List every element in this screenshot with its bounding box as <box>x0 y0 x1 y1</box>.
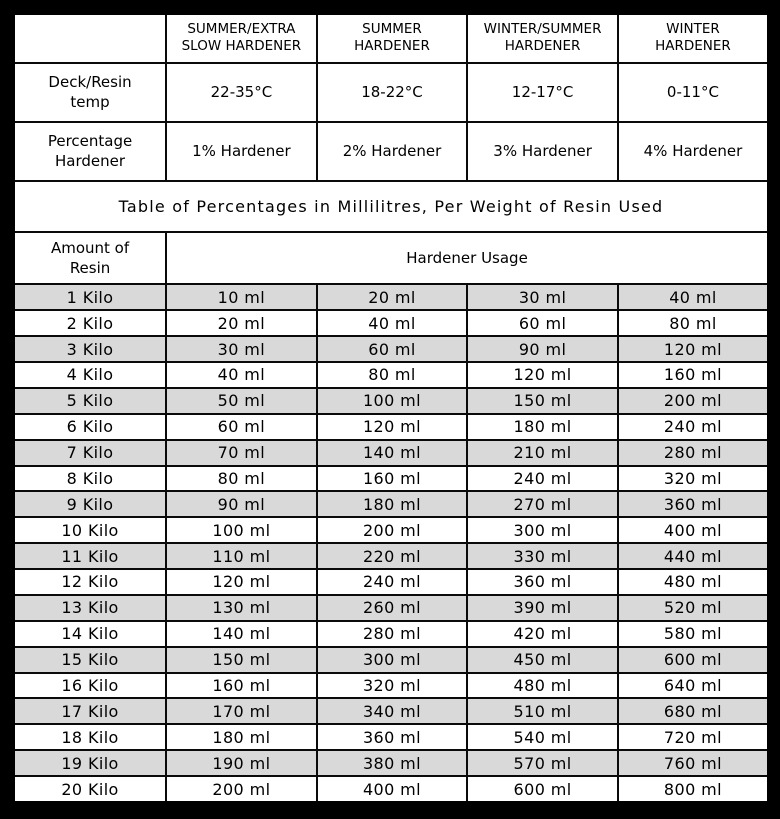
usage-value-cell: 180 ml <box>317 491 468 517</box>
usage-value-cell: 40 ml <box>618 284 769 310</box>
temp-value-cell: 12-17°C <box>467 63 618 122</box>
usage-value-cell: 80 ml <box>618 310 769 336</box>
usage-value-cell: 60 ml <box>166 414 317 440</box>
usage-value-cell: 80 ml <box>317 362 468 388</box>
usage-value-cell: 570 ml <box>467 750 618 776</box>
table-row <box>14 517 769 543</box>
usage-value-cell: 480 ml <box>467 673 618 699</box>
percentage-value-cell: 4% Hardener <box>618 122 769 181</box>
resin-amount-cell: 16 Kilo <box>14 673 167 699</box>
resin-amount-cell: 2 Kilo <box>14 310 167 336</box>
usage-value-cell: 60 ml <box>467 310 618 336</box>
table-row <box>14 569 769 595</box>
usage-value-cell: 180 ml <box>467 414 618 440</box>
resin-amount-cell: 15 Kilo <box>14 647 167 673</box>
usage-value-cell: 400 ml <box>317 776 468 802</box>
label-line: temp <box>70 93 110 112</box>
usage-value-cell: 280 ml <box>317 621 468 647</box>
resin-amount-cell: 6 Kilo <box>14 414 167 440</box>
header-line: WINTER <box>666 20 720 37</box>
usage-value-cell: 30 ml <box>166 336 317 362</box>
usage-value-cell: 200 ml <box>618 388 769 414</box>
percentage-hardener-row <box>14 122 769 181</box>
resin-amount-cell: 19 Kilo <box>14 750 167 776</box>
usage-value-cell: 100 ml <box>317 388 468 414</box>
header-cell-summer <box>317 14 468 63</box>
temp-row-label <box>14 63 167 122</box>
header-cell-summer-extra-slow <box>166 14 317 63</box>
usage-value-cell: 30 ml <box>467 284 618 310</box>
usage-value-cell: 360 ml <box>618 491 769 517</box>
usage-value-cell: 420 ml <box>467 621 618 647</box>
table-row <box>14 698 769 724</box>
usage-value-cell: 520 ml <box>618 595 769 621</box>
usage-value-cell: 340 ml <box>317 698 468 724</box>
usage-value-cell: 160 ml <box>317 466 468 492</box>
usage-value-cell: 120 ml <box>317 414 468 440</box>
header-line: SUMMER/EXTRA <box>187 20 296 37</box>
usage-value-cell: 580 ml <box>618 621 769 647</box>
usage-header-row <box>14 232 769 285</box>
resin-amount-cell: 10 Kilo <box>14 517 167 543</box>
percentage-row-label <box>14 122 167 181</box>
usage-value-cell: 540 ml <box>467 724 618 750</box>
usage-value-cell: 200 ml <box>317 517 468 543</box>
usage-value-cell: 240 ml <box>618 414 769 440</box>
resin-amount-cell: 20 Kilo <box>14 776 167 802</box>
usage-value-cell: 140 ml <box>317 440 468 466</box>
usage-value-cell: 220 ml <box>317 543 468 569</box>
usage-value-cell: 150 ml <box>166 647 317 673</box>
usage-value-cell: 150 ml <box>467 388 618 414</box>
resin-amount-cell: 11 Kilo <box>14 543 167 569</box>
usage-value-cell: 120 ml <box>467 362 618 388</box>
usage-value-cell: 190 ml <box>166 750 317 776</box>
header-cell-winter <box>618 14 769 63</box>
resin-amount-cell: 12 Kilo <box>14 569 167 595</box>
usage-value-cell: 390 ml <box>467 595 618 621</box>
label-line: Amount of <box>50 238 130 257</box>
table-row <box>14 673 769 699</box>
table-row <box>14 466 769 492</box>
usage-value-cell: 160 ml <box>618 362 769 388</box>
usage-value-cell: 200 ml <box>166 776 317 802</box>
table-title: Table of Percentages in Millilitres, Per Weight of Resin Used <box>14 181 769 232</box>
table-row <box>14 621 769 647</box>
usage-value-cell: 400 ml <box>618 517 769 543</box>
table-row <box>14 595 769 621</box>
usage-value-cell: 120 ml <box>166 569 317 595</box>
usage-value-cell: 140 ml <box>166 621 317 647</box>
usage-value-cell: 180 ml <box>166 724 317 750</box>
usage-value-cell: 380 ml <box>317 750 468 776</box>
usage-value-cell: 10 ml <box>166 284 317 310</box>
table-row <box>14 543 769 569</box>
hardener-percentage-table <box>12 12 770 804</box>
usage-value-cell: 320 ml <box>317 673 468 699</box>
table-row <box>14 440 769 466</box>
usage-value-cell: 280 ml <box>618 440 769 466</box>
table-row <box>14 414 769 440</box>
usage-value-cell: 120 ml <box>618 336 769 362</box>
temp-value-cell: 18-22°C <box>317 63 468 122</box>
usage-value-cell: 60 ml <box>317 336 468 362</box>
table-top-section <box>14 14 769 285</box>
resin-amount-cell: 13 Kilo <box>14 595 167 621</box>
table-row <box>14 491 769 517</box>
usage-value-cell: 40 ml <box>166 362 317 388</box>
resin-amount-cell: 5 Kilo <box>14 388 167 414</box>
resin-amount-cell: 9 Kilo <box>14 491 167 517</box>
header-line: HARDENER <box>504 38 581 55</box>
usage-value-cell: 360 ml <box>467 569 618 595</box>
usage-value-cell: 240 ml <box>467 466 618 492</box>
table-row <box>14 776 769 802</box>
header-line: HARDENER <box>655 38 731 55</box>
usage-value-cell: 170 ml <box>166 698 317 724</box>
resin-amount-cell: 1 Kilo <box>14 284 167 310</box>
usage-value-cell: 130 ml <box>166 595 317 621</box>
usage-value-cell: 360 ml <box>317 724 468 750</box>
usage-data-section <box>14 284 769 802</box>
usage-value-cell: 270 ml <box>467 491 618 517</box>
temp-value-cell: 0-11°C <box>618 63 769 122</box>
usage-value-cell: 50 ml <box>166 388 317 414</box>
usage-value-cell: 680 ml <box>618 698 769 724</box>
usage-value-cell: 160 ml <box>166 673 317 699</box>
usage-value-cell: 300 ml <box>317 647 468 673</box>
usage-value-cell: 70 ml <box>166 440 317 466</box>
table-row <box>14 362 769 388</box>
label-line: Resin <box>69 258 111 277</box>
amount-of-resin-label <box>14 232 167 285</box>
usage-value-cell: 40 ml <box>317 310 468 336</box>
usage-value-cell: 20 ml <box>317 284 468 310</box>
usage-value-cell: 480 ml <box>618 569 769 595</box>
usage-value-cell: 440 ml <box>618 543 769 569</box>
table-row <box>14 750 769 776</box>
usage-value-cell: 450 ml <box>467 647 618 673</box>
usage-value-cell: 600 ml <box>467 776 618 802</box>
resin-amount-cell: 4 Kilo <box>14 362 167 388</box>
usage-value-cell: 80 ml <box>166 466 317 492</box>
usage-value-cell: 760 ml <box>618 750 769 776</box>
hardener-usage-label: Hardener Usage <box>166 232 768 285</box>
usage-value-cell: 640 ml <box>618 673 769 699</box>
table-title-row <box>14 181 769 232</box>
hardener-type-header-row <box>14 14 769 63</box>
label-line: Percentage <box>47 132 133 151</box>
usage-value-cell: 320 ml <box>618 466 769 492</box>
header-cell-winter-summer <box>467 14 618 63</box>
usage-value-cell: 240 ml <box>317 569 468 595</box>
percentage-value-cell: 1% Hardener <box>166 122 317 181</box>
resin-amount-cell: 17 Kilo <box>14 698 167 724</box>
resin-amount-cell: 18 Kilo <box>14 724 167 750</box>
table-row <box>14 310 769 336</box>
percentage-value-cell: 3% Hardener <box>467 122 618 181</box>
label-line: Hardener <box>55 152 126 171</box>
resin-amount-cell: 7 Kilo <box>14 440 167 466</box>
resin-amount-cell: 3 Kilo <box>14 336 167 362</box>
table-row <box>14 647 769 673</box>
usage-value-cell: 110 ml <box>166 543 317 569</box>
temp-value-cell: 22-35°C <box>166 63 317 122</box>
table-row <box>14 388 769 414</box>
usage-value-cell: 100 ml <box>166 517 317 543</box>
usage-value-cell: 600 ml <box>618 647 769 673</box>
table-row <box>14 724 769 750</box>
corner-cell <box>14 14 167 63</box>
percentage-value-cell: 2% Hardener <box>317 122 468 181</box>
usage-value-cell: 20 ml <box>166 310 317 336</box>
usage-value-cell: 90 ml <box>467 336 618 362</box>
resin-amount-cell: 14 Kilo <box>14 621 167 647</box>
table-row <box>14 284 769 310</box>
header-line: SUMMER <box>362 20 422 37</box>
table-row <box>14 336 769 362</box>
header-line: SLOW HARDENER <box>181 38 302 55</box>
usage-value-cell: 210 ml <box>467 440 618 466</box>
usage-value-cell: 90 ml <box>166 491 317 517</box>
usage-value-cell: 300 ml <box>467 517 618 543</box>
usage-value-cell: 510 ml <box>467 698 618 724</box>
usage-value-cell: 330 ml <box>467 543 618 569</box>
resin-amount-cell: 8 Kilo <box>14 466 167 492</box>
header-line: WINTER/SUMMER <box>483 20 602 37</box>
usage-value-cell: 800 ml <box>618 776 769 802</box>
usage-value-cell: 720 ml <box>618 724 769 750</box>
deck-resin-temp-row <box>14 63 769 122</box>
label-line: Deck/Resin <box>48 72 132 91</box>
usage-value-cell: 260 ml <box>317 595 468 621</box>
header-line: HARDENER <box>354 38 430 55</box>
